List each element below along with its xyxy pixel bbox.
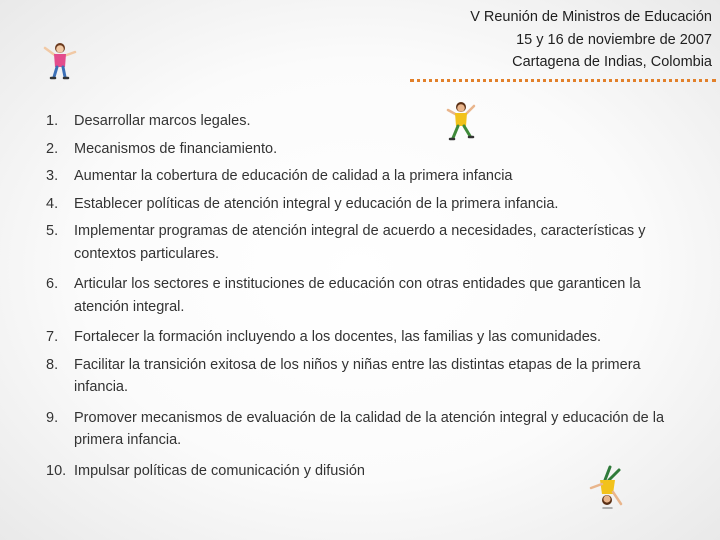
list-item-number: 8.	[46, 356, 59, 373]
list-item-number: 3.	[46, 168, 59, 184]
list-item-text: Implementar programas de atención integral de acuerdo a necesidades, características y contextos particulares.	[74, 223, 646, 262]
list-item	[46, 407, 696, 452]
meeting-dates: 15 y 16 de noviembre de 2007	[516, 31, 712, 48]
meeting-location: Cartagena de Indias, Colombia	[512, 54, 712, 70]
measures-list	[46, 110, 696, 482]
child-pink-shirt-figure	[40, 40, 80, 82]
list-item-number: 2.	[46, 140, 59, 157]
list-item-text: Facilitar la transición exitosa de los niños y niñas entre las distintas etapas de la primera infancia.	[74, 356, 641, 395]
list-item-text: Articular los sectores e instituciones de educación con otras entidades que garanticen la atención integral.	[74, 276, 641, 315]
list-item-number: 6.	[46, 276, 59, 292]
list-item-text: Establecer políticas de atención integral y educación de la primera infancia.	[74, 195, 559, 212]
dotted-divider	[410, 79, 716, 82]
meeting-title: V Reunión de Ministros de Educación	[470, 9, 712, 25]
list-item	[46, 193, 696, 216]
list-item	[46, 220, 696, 265]
list-item	[46, 326, 696, 349]
list-item	[46, 354, 696, 399]
list-item-text: Aumentar la cobertura de educación de calidad a la primera infancia	[74, 168, 513, 184]
list-item-number: 4.	[46, 195, 59, 212]
list-item	[46, 138, 696, 161]
list-item-number: 10.	[46, 462, 67, 479]
list-item-text: Promover mecanismos de evaluación de la calidad de la atención integral y educación de la primera infancia.	[74, 409, 665, 448]
list-item	[46, 460, 696, 483]
list-item-number: 5.	[46, 223, 59, 239]
list-item-text: Impulsar políticas de comunicación y difusión	[74, 462, 365, 479]
list-item-text: Desarrollar marcos legales.	[74, 113, 251, 129]
list-item-number: 1.	[46, 113, 59, 129]
list-item	[46, 273, 696, 318]
list-item	[46, 110, 696, 133]
list-item-text: Mecanismos de financiamiento.	[74, 140, 278, 157]
list-item-number: 9.	[46, 409, 59, 426]
list-item	[46, 165, 696, 188]
header	[470, 6, 712, 74]
list-item-number: 7.	[46, 329, 59, 345]
list-item-text: Fortalecer la formación incluyendo a los docentes, las familias y las comunidades.	[74, 329, 602, 345]
